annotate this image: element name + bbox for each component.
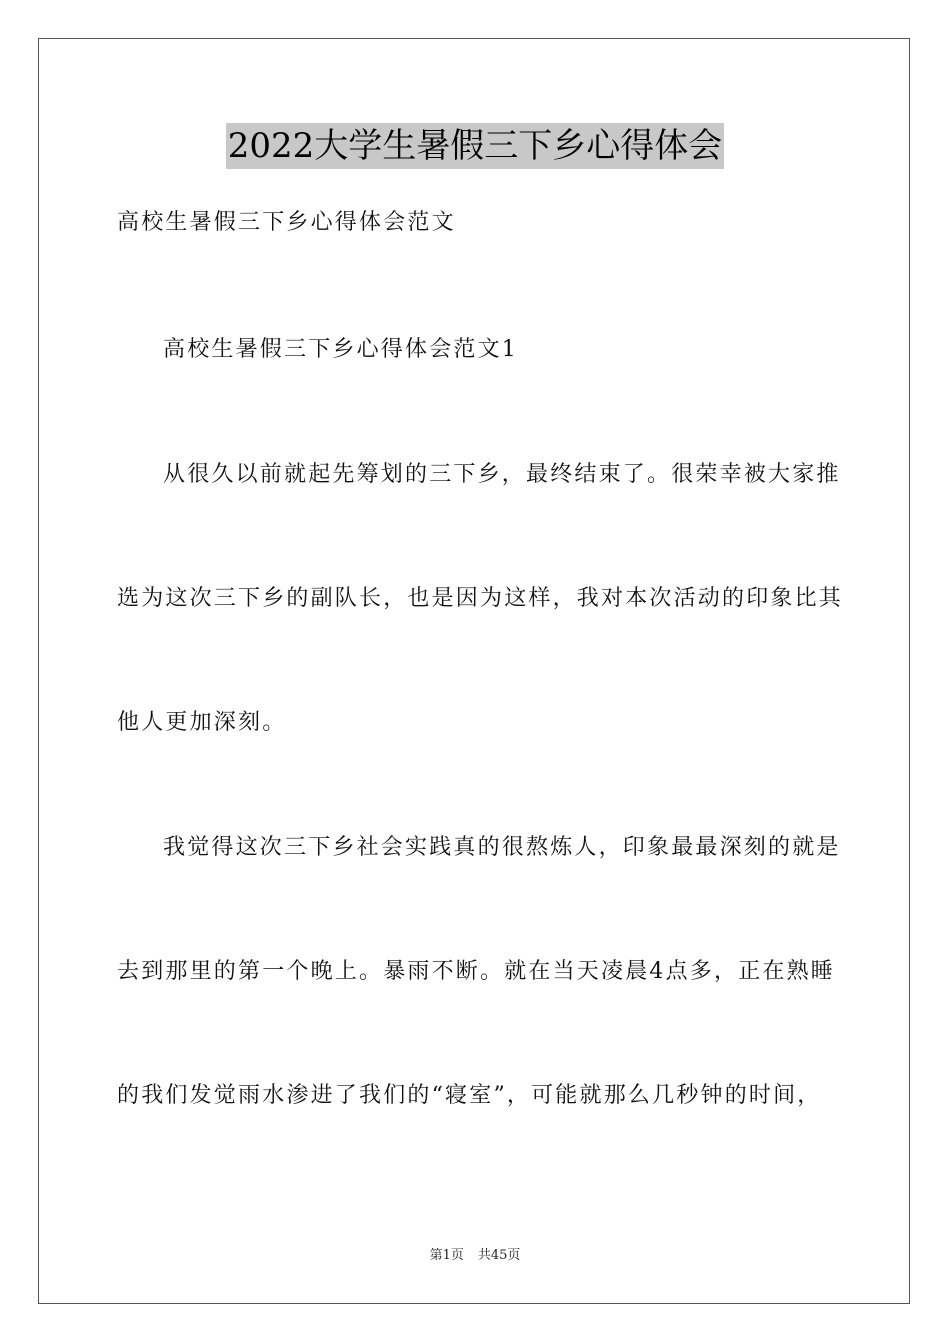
total-pages: 共45页: [477, 1248, 521, 1263]
section-heading: 高校生暑假三下乡心得体会范文1: [163, 337, 518, 362]
paragraph-line: 我觉得这次三下乡社会实践真的很熬炼人，印象最最深刻的就是: [163, 835, 841, 860]
document-title: 2022大学生暑假三下乡心得体会: [226, 123, 725, 169]
title-container: [0, 123, 950, 169]
paragraph-line: 选为这次三下乡的副队长，也是因为这样，我对本次活动的印象比其: [117, 586, 844, 611]
paragraph-line: 从很久以前就起先筹划的三下乡，最终结束了。很荣幸被大家推: [163, 462, 841, 487]
paragraph-line: 他人更加深刻。: [117, 710, 287, 735]
paragraph-line: 的我们发觉雨水渗进了我们的“寝室”，可能就那么几秒钟的时间，: [117, 1083, 822, 1108]
page-number: 第1页: [429, 1248, 464, 1263]
document-subtitle: 高校生暑假三下乡心得体会范文: [117, 210, 456, 235]
page-footer: [0, 1247, 950, 1265]
paragraph-line: 去到那里的第一个晚上。暴雨不断。就在当天凌晨4点多，正在熟睡: [117, 959, 835, 984]
